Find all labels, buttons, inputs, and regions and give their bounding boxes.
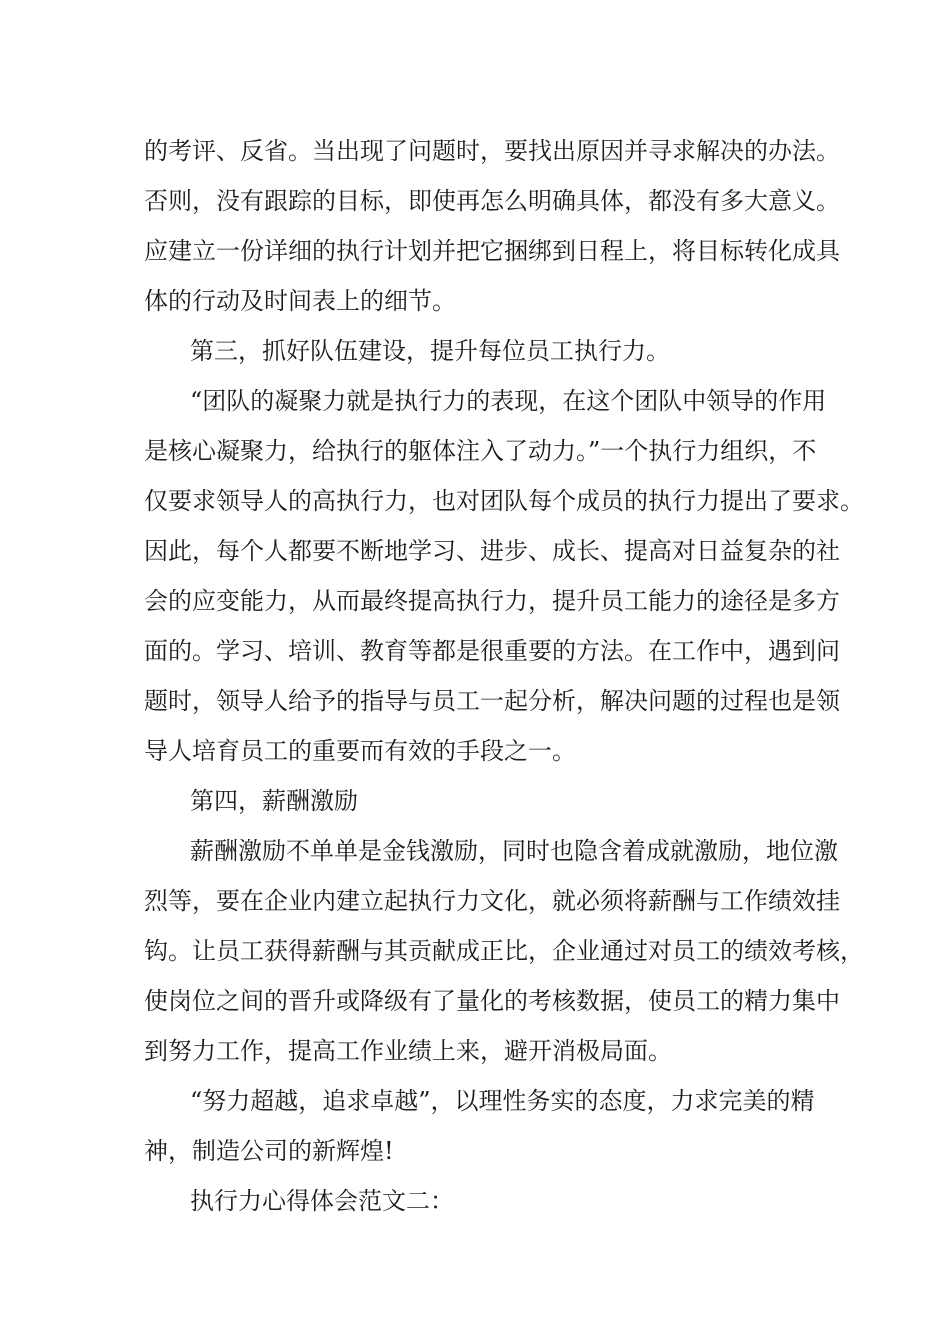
section-heading: 执行力心得体会范文二： <box>190 1187 454 1215</box>
text-line: 体的行动及时间表上的细节。 <box>144 287 456 315</box>
text-line: 使岗位之间的晋升或降级有了量化的考核数据，使员工的精力集中 <box>144 987 840 1015</box>
text-line: “努力超越，追求卓越”，以理性务实的态度，力求完美的精 <box>190 1087 815 1115</box>
text-line: “团队的凝聚力就是执行力的表现，在这个团队中领导的作用 <box>190 387 827 415</box>
text-line: 应建立一份详细的执行计划并把它捆绑到日程上，将目标转化成具 <box>144 237 840 265</box>
text-line: 仅要求领导人的高执行力，也对团队每个成员的执行力提出了要求。 <box>144 487 864 515</box>
text-line: 的考评、反省。当出现了问题时，要找出原因并寻求解决的办法。 <box>144 137 840 165</box>
text-line: 烈等，要在企业内建立起执行力文化，就必须将薪酬与工作绩效挂 <box>144 887 840 915</box>
text-line: 薪酬激励不单单是金钱激励，同时也隐含着成就激励，地位激 <box>190 837 838 865</box>
text-line: 导人培育员工的重要而有效的手段之一。 <box>144 737 576 765</box>
text-line: 面的。学习、培训、教育等都是很重要的方法。在工作中，遇到问 <box>144 637 840 665</box>
text-line: 钩。让员工获得薪酬与其贡献成正比，企业通过对员工的绩效考核， <box>144 937 864 965</box>
section-heading: 第三，抓好队伍建设，提升每位员工执行力。 <box>190 337 670 365</box>
section-heading: 第四，薪酬激励 <box>190 787 358 815</box>
text-line: 到努力工作，提高工作业绩上来，避开消极局面。 <box>144 1037 672 1065</box>
text-line: 神，制造公司的新辉煌! <box>144 1137 394 1165</box>
text-line: 会的应变能力，从而最终提高执行力，提升员工能力的途径是多方 <box>144 587 840 615</box>
text-line: 否则，没有跟踪的目标，即使再怎么明确具体，都没有多大意义。 <box>144 187 840 215</box>
text-line: 题时，领导人给予的指导与员工一起分析，解决问题的过程也是领 <box>144 687 840 715</box>
text-line: 是核心凝聚力，给执行的躯体注入了动力。”一个执行力组织，不 <box>144 437 817 465</box>
text-line: 因此，每个人都要不断地学习、进步、成长、提高对日益复杂的社 <box>144 537 840 565</box>
